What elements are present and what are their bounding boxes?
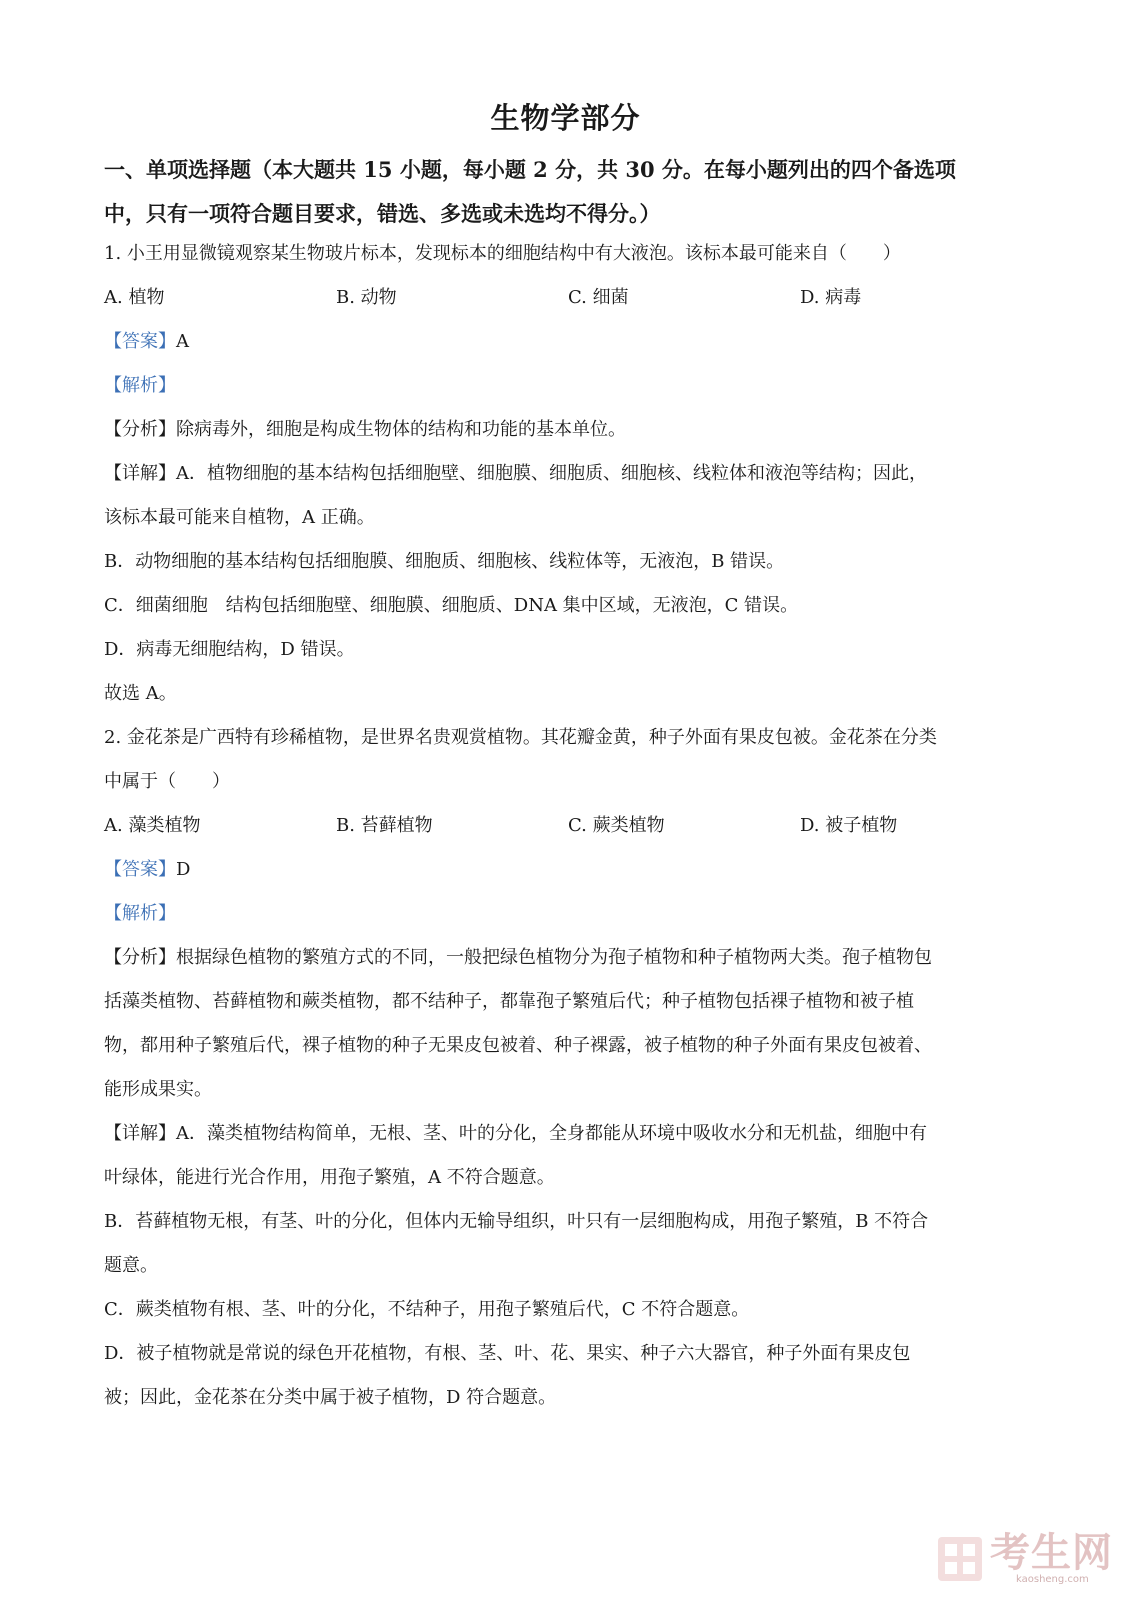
fenxi-text: 除病毒外，细胞是构成生物体的结构和功能的基本单位。 <box>176 419 626 440</box>
explanation-d: 被；因此，金花茶在分类中属于被子植物，D 符合题意。 <box>104 1387 557 1408</box>
fenxi-text: 物，都用种子繁殖后代，裸子植物的种子无果皮包被着、种子裸露，被子植物的种子外面有果皮包被着、 <box>104 1035 932 1056</box>
watermark-sub-text: kaosheng.com <box>1016 1574 1089 1585</box>
questions-content <box>104 232 1034 1420</box>
answer-tag: 【答案】 <box>104 859 176 880</box>
xiangjie-text: A．藻类植物结构简单，无根、茎、叶的分化，全身都能从环境中吸收水分和无机盐，细胞中有 <box>176 1123 927 1144</box>
question-2-xiangjie <box>104 1112 1034 1156</box>
explanation-d: D．被子植物就是常说的绿色开花植物，有根、茎、叶、花、果实、种子六大器官，种子外面有果皮包 <box>104 1343 911 1364</box>
option-d: D. 被子植物 <box>800 815 898 836</box>
xiangjie-text: 该标本最可能来自植物，A 正确。 <box>104 507 375 528</box>
question-2-answer <box>104 848 1034 892</box>
question-1-options <box>104 276 1034 320</box>
explanation-d: D．病毒无细胞结构，D 错误。 <box>104 639 355 660</box>
xiangjie-tag: 【详解】 <box>104 463 176 484</box>
watermark-text <box>990 1532 1113 1586</box>
answer-value: D <box>176 859 191 880</box>
option-c: C. 蕨类植物 <box>568 815 665 836</box>
question-2-stem: 中属于（ ） <box>104 771 230 792</box>
question-1-xiangjie <box>104 452 1034 496</box>
analysis-tag: 【解析】 <box>104 903 176 924</box>
xiangjie-text: 叶绿体，能进行光合作用，用孢子繁殖，A 不符合题意。 <box>104 1167 555 1188</box>
question-1-answer <box>104 320 1034 364</box>
option-d: D. 病毒 <box>800 287 862 308</box>
option-b: B. 动物 <box>336 287 397 308</box>
option-a: A. 藻类植物 <box>104 815 201 836</box>
section-heading <box>104 148 1034 236</box>
section-heading-line: 一、单项选择题（本大题共 15 小题，每小题 2 分，共 30 分。在每小题列出的四个备选项 <box>104 157 956 182</box>
logo-mark-icon <box>936 1535 984 1583</box>
question-2-options <box>104 804 1034 848</box>
option-a: A. 植物 <box>104 287 165 308</box>
answer-tag: 【答案】 <box>104 331 176 352</box>
watermark-logo <box>936 1532 1113 1586</box>
explanation-c: C．蕨类植物有根、茎、叶的分化，不结种子，用孢子繁殖后代，C 不符合题意。 <box>104 1299 750 1320</box>
fenxi-tag: 【分析】 <box>104 947 176 968</box>
question-2-fenxi <box>104 936 1034 980</box>
fenxi-text: 根据绿色植物的繁殖方式的不同，一般把绿色植物分为孢子植物和种子植物两大类。孢子植物包 <box>176 947 932 968</box>
fenxi-text: 括藻类植物、苔藓植物和蕨类植物，都不结种子，都靠孢子繁殖后代；种子植物包括裸子植物和被子植 <box>104 991 914 1012</box>
xiangjie-text: A．植物细胞的基本结构包括细胞壁、细胞膜、细胞质、细胞核、线粒体和液泡等结构；因此， <box>176 463 927 484</box>
analysis-tag: 【解析】 <box>104 375 176 396</box>
explanation-c: C．细菌细胞 结构包括细胞壁、细胞膜、细胞质、DNA 集中区域，无液泡，C 错误。 <box>104 595 799 616</box>
fenxi-tag: 【分析】 <box>104 419 176 440</box>
explanation-b: 题意。 <box>104 1255 158 1276</box>
question-1-fenxi <box>104 408 1034 452</box>
question-1-stem: 1. 小王用显微镜观察某生物玻片标本，发现标本的细胞结构中有大液泡。该标本最可能来自（ ） <box>104 243 901 264</box>
option-b: B. 苔藓植物 <box>336 815 433 836</box>
section-heading-line: 中，只有一项符合题目要求，错选、多选或未选均不得分。） <box>104 201 661 226</box>
page-title: 生物学部分 <box>490 101 641 135</box>
answer-value: A <box>176 331 189 352</box>
watermark-main-text: 考生网 <box>990 1530 1113 1576</box>
fenxi-text: 能形成果实。 <box>104 1079 212 1100</box>
option-c: C. 细菌 <box>568 287 629 308</box>
xiangjie-tag: 【详解】 <box>104 1123 176 1144</box>
conclusion: 故选 A。 <box>104 683 177 704</box>
explanation-b: B．苔藓植物无根，有茎、叶的分化，但体内无输导组织，叶只有一层细胞构成，用孢子繁殖，B 不符合 <box>104 1211 929 1232</box>
explanation-b: B．动物细胞的基本结构包括细胞膜、细胞质、细胞核、线粒体等，无液泡，B 错误。 <box>104 551 785 572</box>
question-2-stem: 2. 金花茶是广西特有珍稀植物，是世界名贵观赏植物。其花瓣金黄，种子外面有果皮包被。金花茶在分类 <box>104 727 937 748</box>
